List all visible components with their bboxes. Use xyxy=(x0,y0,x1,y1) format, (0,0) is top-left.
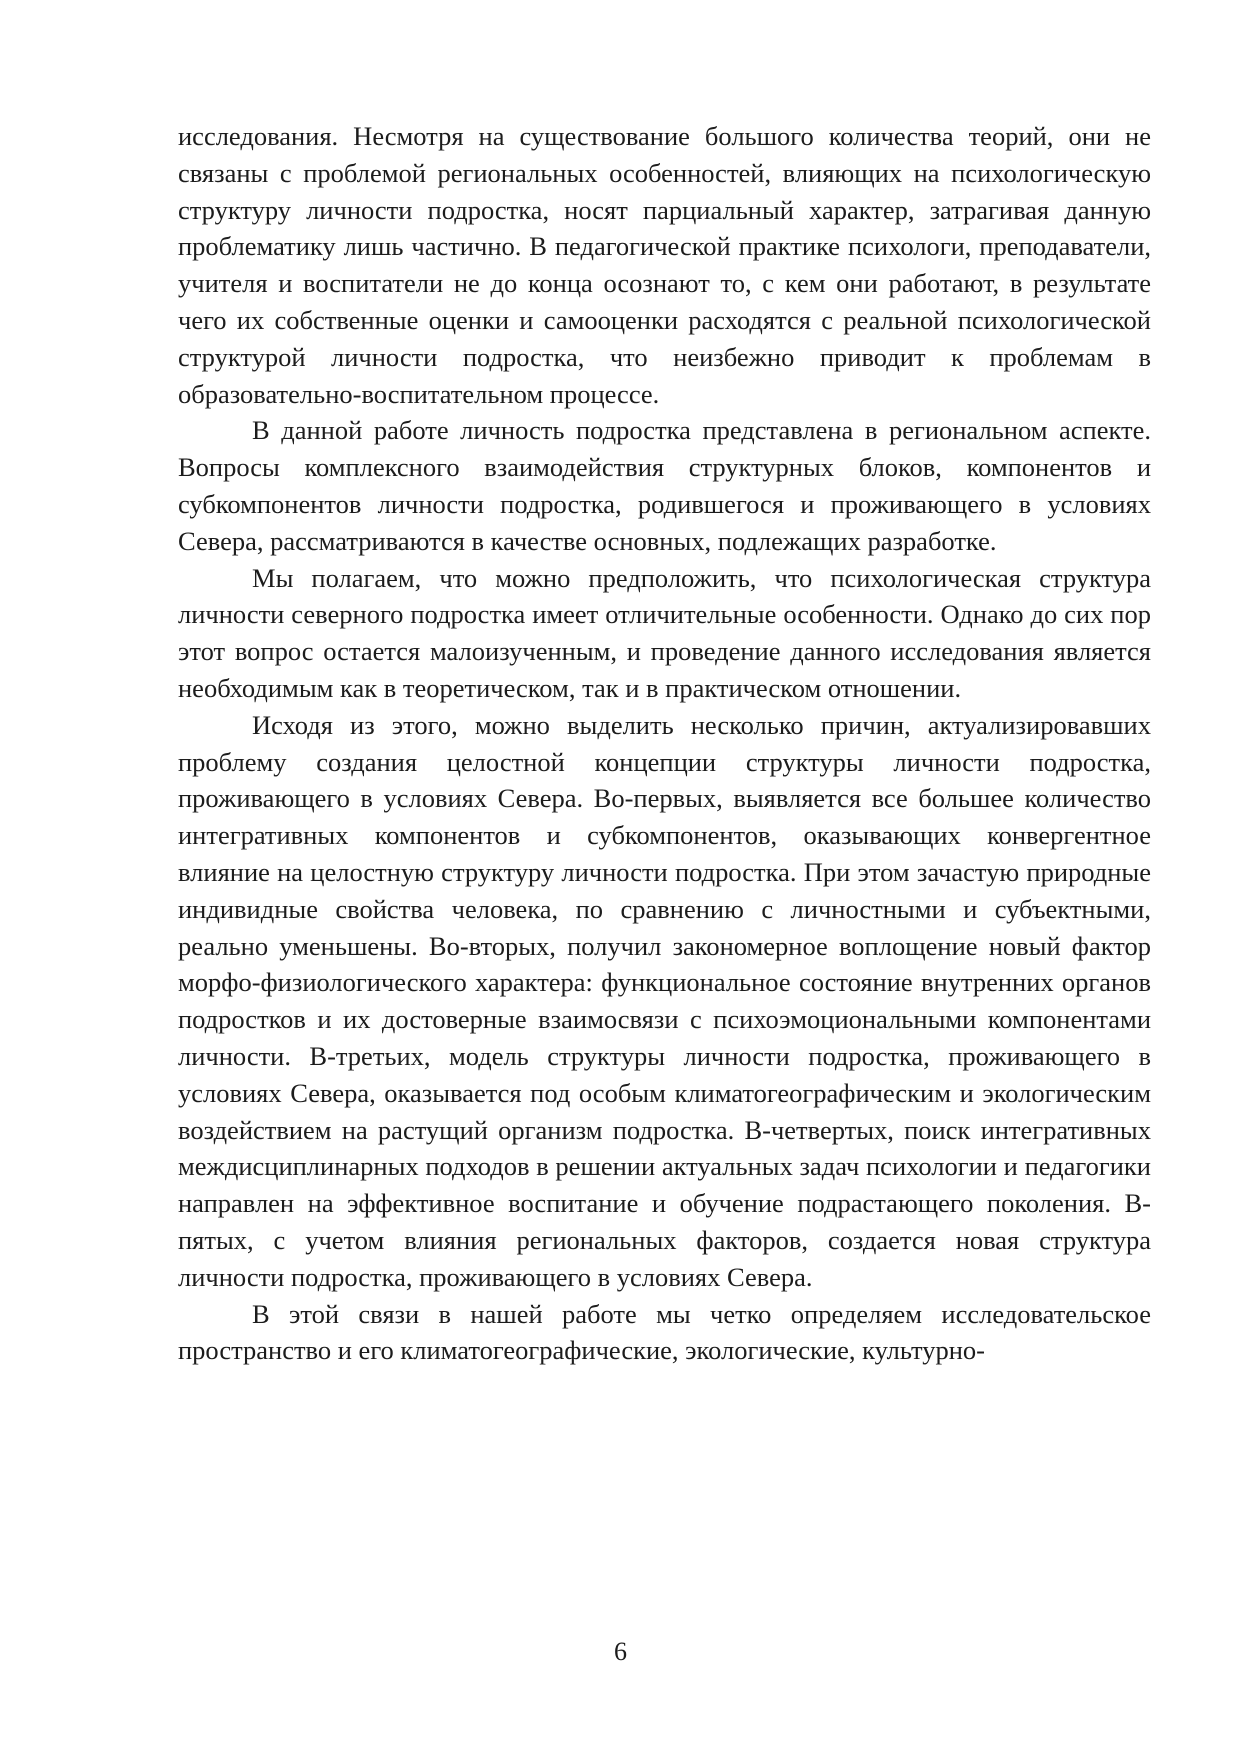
paragraph-research-space: В этой связи в нашей работе мы четко определяем исследовательское пространство и его климатогеографические, экологические, культурно- xyxy=(178,1298,1151,1366)
page-number: 6 xyxy=(614,1637,627,1666)
paragraph-continuation: исследования. Несмотря на существование большого количества теорий, они не связаны с проблемой региональных особенностей, влияющих на психологическую структуру личности подростка, носят парциальный характер, затрагивая данную проблематику лишь частично. В педагогической практике психологи, преподаватели, учителя и воспитатели не до конца осознают то, с кем они работают, в результате чего их собственные оценки и самооценки расходятся с реальной психологической структурой личности подростка, что неизбежно приводит к проблемам в образовательно-воспитательном процессе. xyxy=(178,121,1151,409)
paragraph-reasons: Исходя из этого, можно выделить несколько причин, актуализировавших проблему создания целостной концепции структуры личности подростка, проживающего в условиях Севера. Во-первых, выявляется все большее количество интегративных компонентов и субкомпонентов, оказывающих конвергентное влияние на целостную структуру личности подростка. При этом зачастую природные индивидные свойства человека, по сравнению с личностными и субъектными, реально уменьшены. Во-вторых, получил закономерное воплощение новый фактор морфо-физиологического характера: функциональное состояние внутренних органов подростков и их достоверные взаимосвязи с психоэмоциональными компонентами личности. В-третьих, модель структуры личности подростка, проживающего в условиях Севера, оказывается под особым климатогеографическим и экологическим воздействием на растущий организм подростка. В-четвертых, поиск интегративных междисциплинарных подходов в решении актуальных задач психологии и педагогики направлен на эффективное воспитание и обучение подрастающего поколения. В-пятых, с учетом влияния региональных факторов, создается новая структура личности подростка, проживающего в условиях Севера. xyxy=(178,709,1151,1292)
body-text xyxy=(178,118,1151,1369)
paragraph-hypothesis: Мы полагаем, что можно предположить, что психологическая структура личности северного подростка имеет отличительные особенности. Однако до сих пор этот вопрос остается малоизученным, и проведение данного исследования является необходимым как в теоретическом, так и в практическом отношении. xyxy=(178,562,1151,703)
paragraph-regional-aspect: В данной работе личность подростка представлена в региональном аспекте. Вопросы комплексного взаимодействия структурных блоков, компонентов и субкомпонентов личности подростка, родившегося и проживающего в условиях Севера, рассматриваются в качестве основных, подлежащих разработке. xyxy=(178,415,1151,556)
